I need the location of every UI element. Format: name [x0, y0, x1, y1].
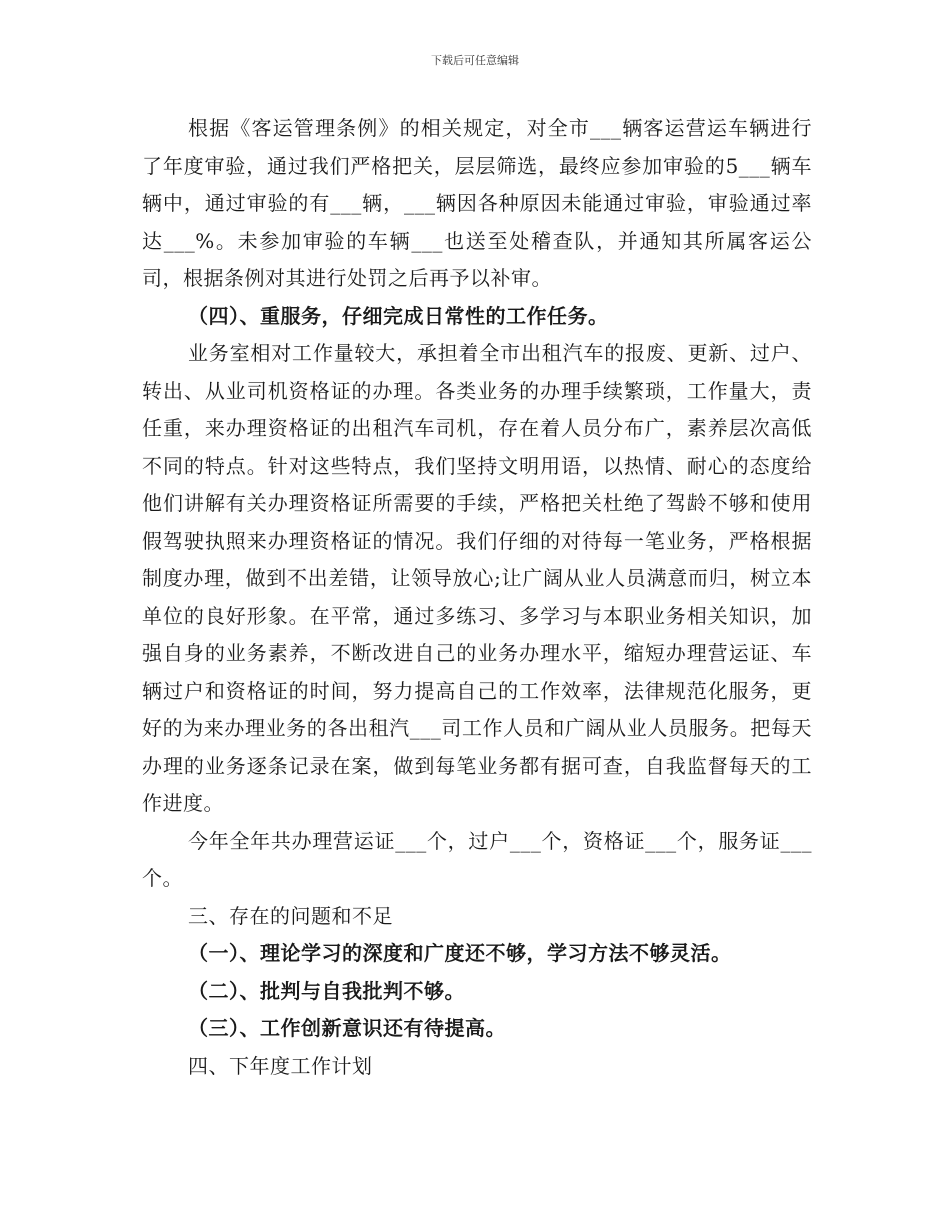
document-body [142, 110, 812, 1085]
subheading-theory-study: （一）、理论学习的深度和广度还不够，学习方法不够灵活。 [188, 941, 732, 965]
section-heading-service: （四）、重服务，仔细完成日常性的工作任务。 [188, 303, 609, 328]
subheading-innovation: （三）、工作创新意识还有待提高。 [188, 1016, 506, 1040]
section-heading-problems: 三、存在的问题和不足 [188, 903, 393, 928]
section-heading-next-year-plan: 四、下年度工作计划 [188, 1053, 373, 1078]
subheading-criticism: （二）、批判与自我批判不够。 [188, 978, 465, 1003]
paragraph-annual-inspection: 根据《客运管理条例》的相关规定，对全市___辆客运营运车辆进行了年度审验，通过我们严格把关，层层筛选，最终应参加审验的5___辆车辆中，通过审验的有___辆，___辆因各种原因未能通过审验，审验通过率达___%。未参加审验的车辆___也送至处稽查队，并通知其所属客运公司，根据条例对其进行处罚之后再予以补审。 [142, 116, 812, 290]
page-header: 下载后可任意编辑 [431, 54, 519, 67]
paragraph-annual-totals: 今年全年共办理营运证___个，过户___个，资格证___个，服务证___个。 [142, 828, 812, 890]
paragraph-business-office: 业务室相对工作量较大，承担着全市出租汽车的报废、更新、过户、转出、从业司机资格证的办理。各类业务的办理手续繁琐，工作量大，责任重，来办理资格证的出租汽车司机，存在着人员分布广，素养层次高低不同的特点。针对这些特点，我们坚持文明用语，以热情、耐心的态度给他们讲解有关办理资格证所需要的手续，严格把关杜绝了驾龄不够和使用假驾驶执照来办理资格证的情况。我们仔细的对待每一笔业务，严格根据制度办理，做到不出差错，让领导放心;让广阔从业人员满意而归，树立本单位的良好形象。在平常，通过多练习、多学习与本职业务相关知识，加强自身的业务素养，不断改进自己的业务办理水平，缩短办理营运证、车辆过户和资格证的时间，努力提高自己的工作效率，法律规范化服务，更好的为来办理业务的各出租汽___司工作人员和广阔从业人员服务。把每天办理的业务逐条记录在案，做到每笔业务都有据可查，自我监督每天的工作进度。 [142, 341, 812, 815]
